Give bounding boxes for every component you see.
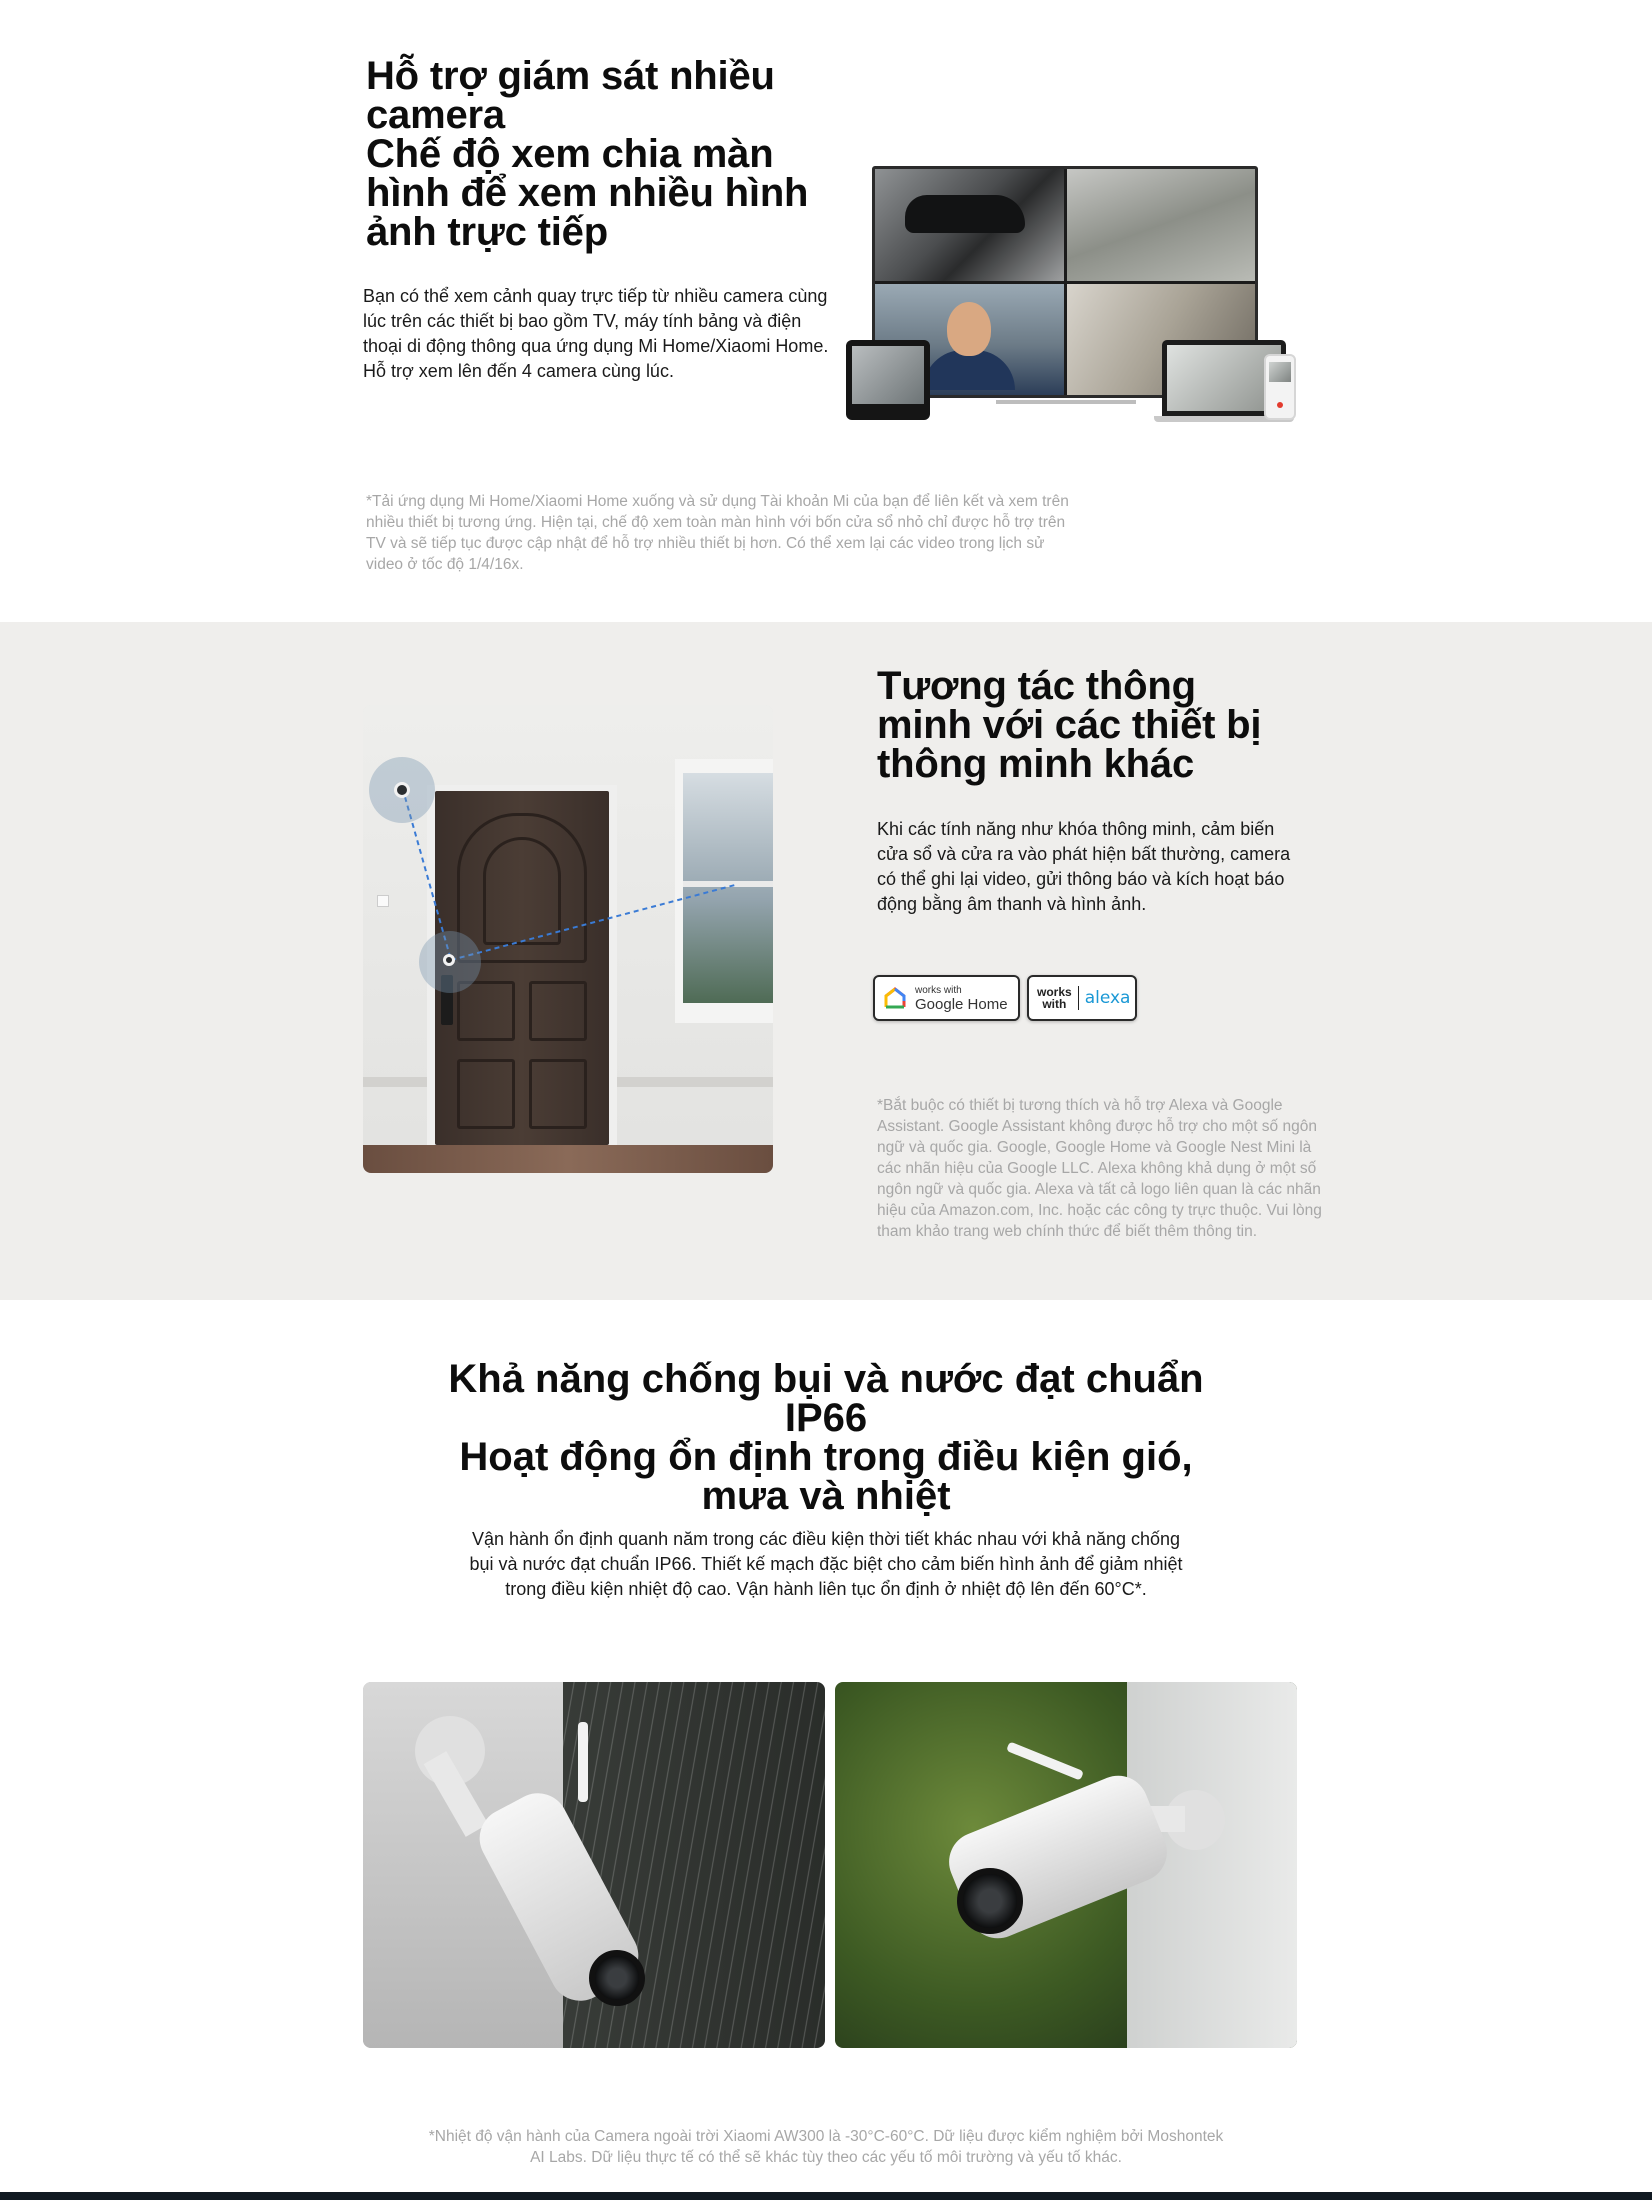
ip66-title-line-2: Hoạt động ổn định trong điều kiện gió, mưa và nhiệt (459, 1435, 1193, 1518)
google-home-icon (883, 987, 907, 1009)
smart-interaction-footnote: *Bắt buộc có thiết bị tương thích và hỗ trợ Alexa và Google Assistant. Google Assistant không được hỗ trợ cho một số ngôn ngữ và quốc gia. Google, Google Home và Google Nest Mini là các nhãn hiệu của Google LLC. Alexa không khả dụng ở một số ngôn ngữ và quốc gia. Alexa và tất cả logo liên quan là các nhãn hiệu của Amazon.com, Inc. hoặc các công ty trực thuộc. Vui lòng tham khảo trang web chính thức để biết thêm thông tin. (877, 1097, 1322, 1240)
camera-marker (394, 782, 410, 798)
ip66-title-line-1: Khả năng chống bụi và nước đạt chuẩn IP66 (448, 1357, 1204, 1440)
alexa-logo-text: alexa (1084, 988, 1131, 1008)
camera-feed-driveway (875, 169, 1064, 281)
multi-camera-footnote: *Tải ứng dụng Mi Home/Xiaomi Home xuống và sử dụng Tài khoản Mi của bạn để liên kết và xem trên nhiều thiết bị tương ứng. Hiện tại, chế độ xem toàn màn hình với bốn cửa sổ nhỏ chỉ được hỗ trợ trên TV và sẽ tiếp tục được cập nhật để hỗ trợ nhiều thiết bị hơn. Có thể xem lại các video trong lịch sử video ở tốc độ 1/4/16x. (366, 493, 1069, 573)
multi-camera-title-line-2: Chế độ xem chia màn hình để xem nhiều hình ảnh trực tiếp (366, 132, 809, 254)
google-badge-big-text: Google Home (915, 996, 1008, 1013)
camera-in-rain-image (363, 1682, 825, 2048)
lock-sensor-marker (443, 954, 455, 966)
multi-camera-description: Bạn có thể xem cảnh quay trực tiếp từ nhiều camera cùng lúc trên các thiết bị bao gồm TV, máy tính bảng và điện thoại di động thông qua ứng dụng Mi Home/Xiaomi Home. Hỗ trợ xem lên đến 4 camera cùng lúc. (363, 286, 829, 381)
phone-device (1264, 354, 1296, 420)
tablet-device (846, 340, 930, 420)
ip66-footnote: *Nhiệt độ vận hành của Camera ngoài trời Xiaomi AW300 là -30°C-60°C. Dữ liệu được kiểm nghiệm bởi Moshontek AI Labs. Dữ liệu thực tế có thể sẽ khác tùy theo các yếu tố môi trường và yếu tố khác. (428, 2128, 1224, 2166)
alexa-badge-works-with: works with (1037, 986, 1079, 1010)
camera-outdoor-image (835, 1682, 1297, 2048)
works-with-google-home-badge (873, 975, 1020, 1021)
smart-interaction-description: Khi các tính năng như khóa thông minh, cảm biến cửa sổ và cửa ra vào phát hiện bất thường, camera có thể ghi lại video, gửi thông báo và kích hoạt báo động bằng âm thanh và hình ảnh. (877, 819, 1291, 914)
smart-interaction-section (0, 622, 1652, 1300)
ip66-title (426, 1357, 1226, 1518)
door-camera-image (363, 705, 773, 1173)
multi-camera-section (0, 0, 1652, 622)
works-with-alexa-badge (1027, 975, 1137, 1021)
camera-feed-courtyard (1067, 169, 1256, 281)
ip66-description: Vận hành ổn định quanh năm trong các điều kiện thời tiết khác nhau với khả năng chống bụi và nước đạt chuẩn IP66. Thiết kế mạch đặc biệt cho cảm biến hình ảnh để giảm nhiệt trong điều kiện nhiệt độ cao. Vận hành liên tục ổn định ở nhiệt độ lên đến 60°C*. (469, 1529, 1183, 1599)
smart-interaction-title: Tương tác thông minh với các thiết bị thông minh khác (877, 664, 1262, 786)
multi-device-view-image (846, 164, 1298, 434)
multi-camera-title (366, 54, 866, 254)
page-bottom-bar (0, 2192, 1652, 2200)
multi-camera-title-line-1: Hỗ trợ giám sát nhiều camera (366, 54, 775, 137)
compatibility-badges (873, 975, 1137, 1021)
google-badge-small-text: works with (915, 985, 962, 996)
